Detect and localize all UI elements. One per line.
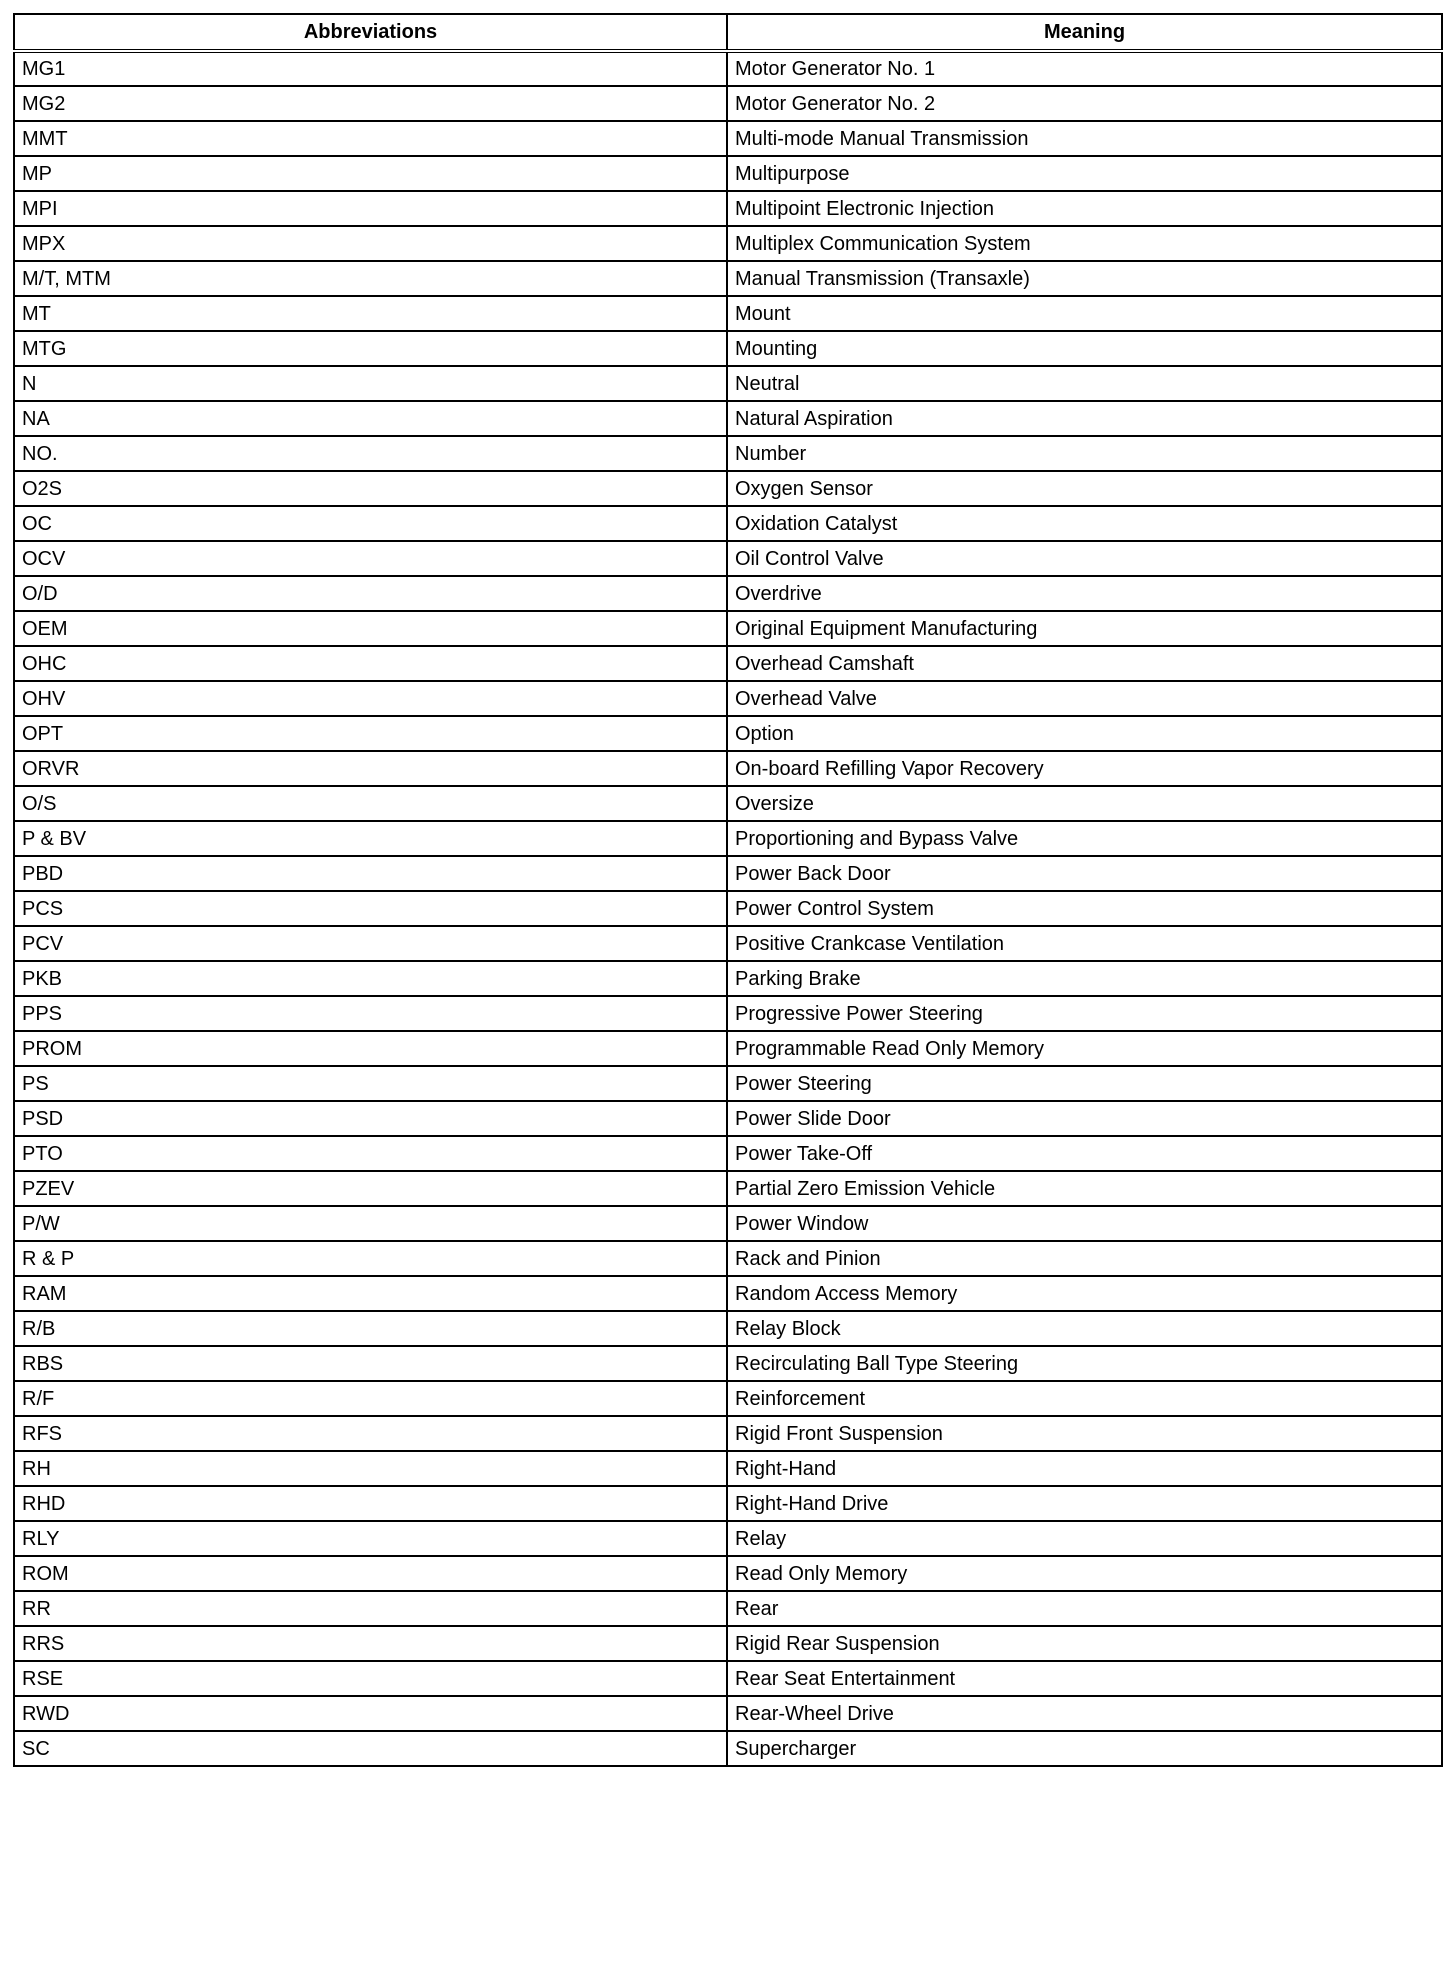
meaning-cell: Proportioning and Bypass Valve — [727, 821, 1442, 856]
meaning-cell: Rear-Wheel Drive — [727, 1696, 1442, 1731]
abbreviation-cell: OHC — [14, 646, 727, 681]
abbreviation-cell: PKB — [14, 961, 727, 996]
table-row — [14, 1031, 1442, 1066]
table-row — [14, 646, 1442, 681]
meaning-cell: Right-Hand Drive — [727, 1486, 1442, 1521]
meaning-cell: Positive Crankcase Ventilation — [727, 926, 1442, 961]
table-row — [14, 226, 1442, 261]
abbreviation-cell: P & BV — [14, 821, 727, 856]
meaning-cell: Rear — [727, 1591, 1442, 1626]
abbreviation-cell: MMT — [14, 121, 727, 156]
table-row — [14, 576, 1442, 611]
table-row — [14, 1661, 1442, 1696]
meaning-cell: Power Control System — [727, 891, 1442, 926]
header-row — [14, 14, 1442, 51]
table-row — [14, 156, 1442, 191]
table-row — [14, 191, 1442, 226]
meaning-cell: Oxidation Catalyst — [727, 506, 1442, 541]
table-row — [14, 1276, 1442, 1311]
table-row — [14, 1696, 1442, 1731]
meaning-cell: Rack and Pinion — [727, 1241, 1442, 1276]
abbreviation-cell: PCS — [14, 891, 727, 926]
meaning-cell: Manual Transmission (Transaxle) — [727, 261, 1442, 296]
meaning-cell: Motor Generator No. 2 — [727, 86, 1442, 121]
table-row — [14, 366, 1442, 401]
table-row — [14, 1521, 1442, 1556]
meaning-cell: Parking Brake — [727, 961, 1442, 996]
abbreviation-cell: PS — [14, 1066, 727, 1101]
meaning-cell: Relay — [727, 1521, 1442, 1556]
abbreviation-cell: RBS — [14, 1346, 727, 1381]
abbreviation-cell: N — [14, 366, 727, 401]
abbreviation-cell: R/B — [14, 1311, 727, 1346]
table-row — [14, 296, 1442, 331]
meaning-cell: Progressive Power Steering — [727, 996, 1442, 1031]
table-body — [14, 51, 1442, 1766]
meaning-cell: Partial Zero Emission Vehicle — [727, 1171, 1442, 1206]
table-row — [14, 331, 1442, 366]
meaning-cell: Rear Seat Entertainment — [727, 1661, 1442, 1696]
table-row — [14, 1381, 1442, 1416]
table-row — [14, 751, 1442, 786]
table-row — [14, 506, 1442, 541]
meaning-cell: Power Take-Off — [727, 1136, 1442, 1171]
abbreviation-cell: RH — [14, 1451, 727, 1486]
table-row — [14, 961, 1442, 996]
abbreviation-cell: SC — [14, 1731, 727, 1766]
table-row — [14, 1101, 1442, 1136]
abbreviation-cell: MTG — [14, 331, 727, 366]
abbreviation-cell: RFS — [14, 1416, 727, 1451]
abbreviation-cell: MPX — [14, 226, 727, 261]
abbreviations-column-header: Abbreviations — [14, 14, 727, 51]
table-row — [14, 1416, 1442, 1451]
meaning-cell: Power Window — [727, 1206, 1442, 1241]
table-row — [14, 716, 1442, 751]
table-row — [14, 856, 1442, 891]
abbreviation-cell: RWD — [14, 1696, 727, 1731]
abbreviation-cell: NO. — [14, 436, 727, 471]
meaning-cell: Neutral — [727, 366, 1442, 401]
meaning-cell: Rigid Front Suspension — [727, 1416, 1442, 1451]
table-row — [14, 681, 1442, 716]
table-row — [14, 471, 1442, 506]
table-row — [14, 891, 1442, 926]
abbreviation-cell: OC — [14, 506, 727, 541]
abbreviation-cell: ORVR — [14, 751, 727, 786]
abbreviation-cell: NA — [14, 401, 727, 436]
table-row — [14, 261, 1442, 296]
abbreviation-cell: MP — [14, 156, 727, 191]
meaning-cell: Reinforcement — [727, 1381, 1442, 1416]
meaning-cell: Read Only Memory — [727, 1556, 1442, 1591]
table-row — [14, 1731, 1442, 1766]
table-row — [14, 611, 1442, 646]
abbreviation-cell: R & P — [14, 1241, 727, 1276]
meaning-cell: Multiplex Communication System — [727, 226, 1442, 261]
abbreviation-cell: MG1 — [14, 51, 727, 86]
meaning-cell: Power Back Door — [727, 856, 1442, 891]
table-row — [14, 436, 1442, 471]
meaning-cell: Power Steering — [727, 1066, 1442, 1101]
meaning-cell: Oxygen Sensor — [727, 471, 1442, 506]
table-row — [14, 1171, 1442, 1206]
abbreviation-cell: OEM — [14, 611, 727, 646]
abbreviation-cell: RHD — [14, 1486, 727, 1521]
meaning-column-header: Meaning — [727, 14, 1442, 51]
meaning-cell: Mount — [727, 296, 1442, 331]
meaning-cell: Oversize — [727, 786, 1442, 821]
abbreviation-cell: ROM — [14, 1556, 727, 1591]
meaning-cell: Multi-mode Manual Transmission — [727, 121, 1442, 156]
meaning-cell: Overhead Camshaft — [727, 646, 1442, 681]
table-row — [14, 1241, 1442, 1276]
table-row — [14, 821, 1442, 856]
table-row — [14, 786, 1442, 821]
abbreviation-cell: PPS — [14, 996, 727, 1031]
abbreviation-cell: MG2 — [14, 86, 727, 121]
abbreviation-cell: OHV — [14, 681, 727, 716]
abbreviation-cell: PTO — [14, 1136, 727, 1171]
meaning-cell: Right-Hand — [727, 1451, 1442, 1486]
table-row — [14, 1486, 1442, 1521]
table-row — [14, 401, 1442, 436]
meaning-cell: Multipoint Electronic Injection — [727, 191, 1442, 226]
meaning-cell: Overdrive — [727, 576, 1442, 611]
meaning-cell: Programmable Read Only Memory — [727, 1031, 1442, 1066]
meaning-cell: Recirculating Ball Type Steering — [727, 1346, 1442, 1381]
abbreviation-cell: O/S — [14, 786, 727, 821]
table-row — [14, 541, 1442, 576]
abbreviation-cell: PROM — [14, 1031, 727, 1066]
abbreviation-cell: RLY — [14, 1521, 727, 1556]
table-row — [14, 1206, 1442, 1241]
meaning-cell: Natural Aspiration — [727, 401, 1442, 436]
meaning-cell: Multipurpose — [727, 156, 1442, 191]
abbreviation-cell: OCV — [14, 541, 727, 576]
abbreviation-cell: MPI — [14, 191, 727, 226]
table-header — [14, 14, 1442, 51]
table-row — [14, 1311, 1442, 1346]
meaning-cell: Mounting — [727, 331, 1442, 366]
abbreviation-cell: O/D — [14, 576, 727, 611]
meaning-cell: Original Equipment Manufacturing — [727, 611, 1442, 646]
abbreviation-cell: RSE — [14, 1661, 727, 1696]
table-row — [14, 1556, 1442, 1591]
table-row — [14, 1591, 1442, 1626]
meaning-cell: Relay Block — [727, 1311, 1442, 1346]
meaning-cell: Rigid Rear Suspension — [727, 1626, 1442, 1661]
table-row — [14, 996, 1442, 1031]
abbreviation-cell: OPT — [14, 716, 727, 751]
abbreviation-cell: MT — [14, 296, 727, 331]
abbreviation-cell: O2S — [14, 471, 727, 506]
meaning-cell: Overhead Valve — [727, 681, 1442, 716]
meaning-cell: Option — [727, 716, 1442, 751]
abbreviation-cell: PSD — [14, 1101, 727, 1136]
abbreviation-cell: P/W — [14, 1206, 727, 1241]
meaning-cell: Oil Control Valve — [727, 541, 1442, 576]
abbreviation-cell: RR — [14, 1591, 727, 1626]
table-row — [14, 1066, 1442, 1101]
table-row — [14, 926, 1442, 961]
table-row — [14, 51, 1442, 86]
meaning-cell: On-board Refilling Vapor Recovery — [727, 751, 1442, 786]
table-row — [14, 1451, 1442, 1486]
table-row — [14, 1626, 1442, 1661]
abbreviation-cell: PZEV — [14, 1171, 727, 1206]
table-row — [14, 1136, 1442, 1171]
meaning-cell: Random Access Memory — [727, 1276, 1442, 1311]
table-row — [14, 121, 1442, 156]
abbreviation-cell: PBD — [14, 856, 727, 891]
abbreviation-cell: R/F — [14, 1381, 727, 1416]
meaning-cell: Supercharger — [727, 1731, 1442, 1766]
meaning-cell: Motor Generator No. 1 — [727, 51, 1442, 86]
meaning-cell: Number — [727, 436, 1442, 471]
table-row — [14, 1346, 1442, 1381]
abbreviation-cell: PCV — [14, 926, 727, 961]
abbreviation-cell: RAM — [14, 1276, 727, 1311]
abbreviations-table — [13, 13, 1443, 1767]
abbreviation-cell: RRS — [14, 1626, 727, 1661]
table-row — [14, 86, 1442, 121]
meaning-cell: Power Slide Door — [727, 1101, 1442, 1136]
abbreviation-cell: M/T, MTM — [14, 261, 727, 296]
